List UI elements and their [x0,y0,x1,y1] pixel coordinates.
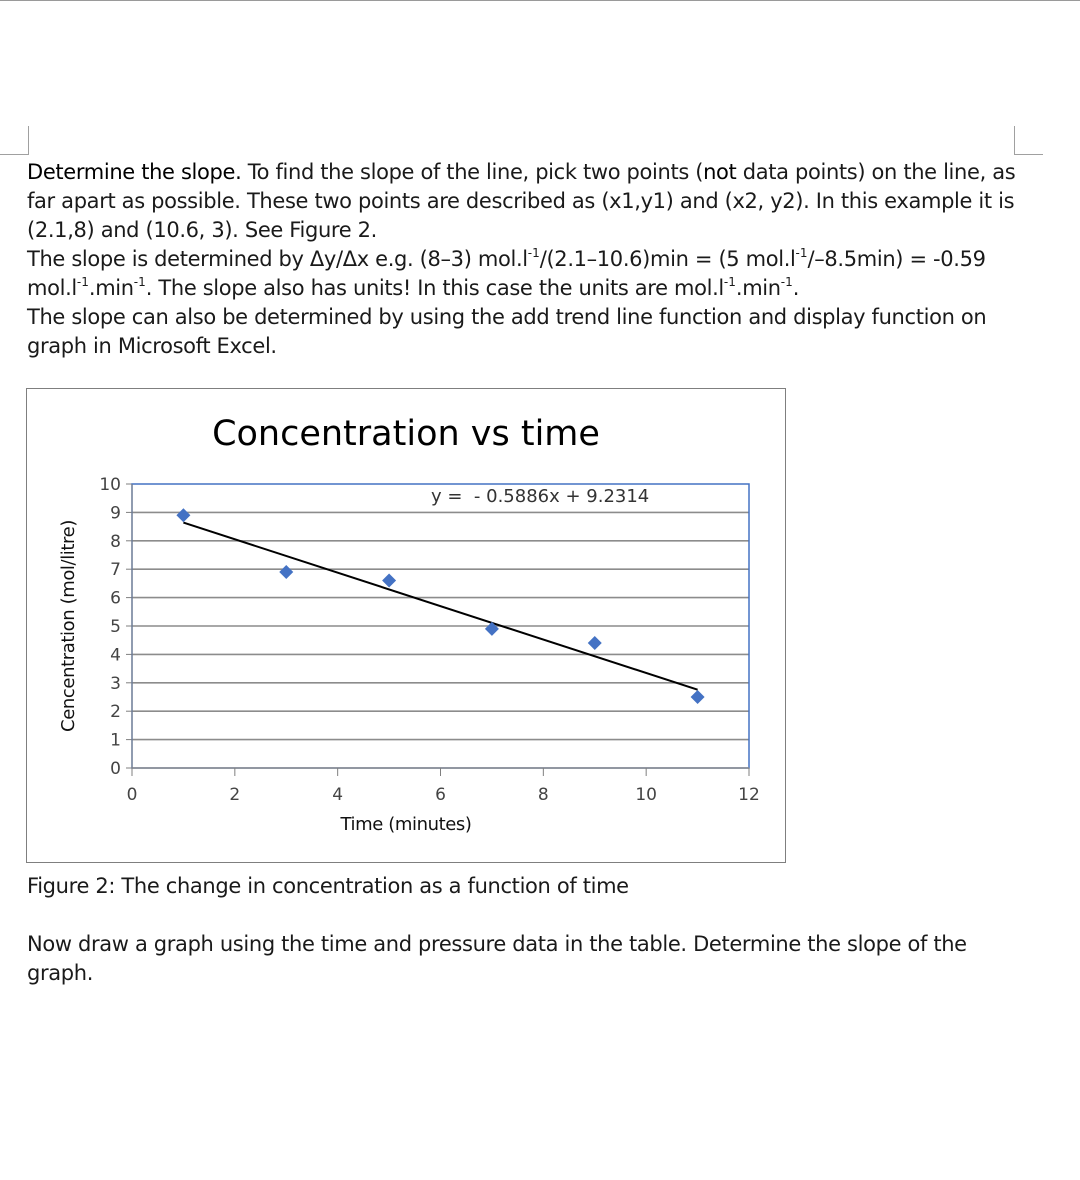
slope-text-6: .min [735,276,781,300]
figure-2-chart [26,388,786,863]
slope-text-3: /–8.5min) = -0.59 mol.l [27,247,986,300]
figure-caption [27,872,629,901]
slope-calculation [27,245,1027,303]
excel-note: The slope can also be determined by using the add trend line function and display function on graph in Microsoft Excel. [27,305,987,358]
y-tick-label: 0 [110,759,121,779]
slope-text-2: /(2.1–10.6)min = (5 mol.l [539,247,796,271]
slope-text-1: The slope is determined by Δy/Δx e.g. (8–3) mol.l [27,247,528,271]
caption-label: Figure 2: [27,874,116,898]
intro-paragraph [27,158,1027,361]
y-axis-label: Cencentration (mol/litre) [58,520,79,732]
intro-text-1: To find the slope of the line, pick two points ( [241,160,704,184]
y-tick-label: 1 [110,730,121,751]
data-point [279,565,293,579]
page-top-rule [0,0,1080,3]
data-point [176,508,190,522]
exponent: -1 [723,275,736,289]
x-tick-label: 6 [435,785,446,805]
x-tick-label: 12 [738,785,760,805]
data-point [588,636,602,650]
slope-text-4: .min [88,276,134,300]
y-tick-label: 10 [99,475,121,495]
margin-corner-left [0,126,29,155]
trendline-equation: y = - 0.5886x + 9.2314 [431,486,650,507]
trendline [183,523,697,690]
exponent: -1 [795,246,808,260]
intro-text-2: data points) on the line, as far apart as possible. These two points are described as (x1,y1) and (x2, y2). In this example it is (2.1,8) and (10.6, 3). See Figure 2. [27,160,1016,242]
exponent: -1 [133,275,146,289]
y-tick-label: 7 [110,560,121,581]
x-tick-label: 4 [332,785,344,805]
slope-text-7: . [792,276,800,300]
y-tick-label: 8 [110,531,121,552]
x-tick-label: 8 [537,785,549,805]
margin-corner-right [1014,126,1043,155]
closing-paragraph: Now draw a graph using the time and pressure data in the table. Determine the slope of the graph. [27,932,967,985]
lead-heading: Determine the slope. [27,160,242,184]
x-tick-label: 2 [229,785,241,805]
x-tick-label: 0 [126,785,138,805]
y-tick-label: 3 [110,673,121,694]
exponent: -1 [527,246,540,260]
x-tick-label: 10 [635,785,657,805]
y-tick-label: 2 [110,702,121,723]
data-point [691,690,705,704]
slope-instructions [27,158,1027,245]
exponent: -1 [76,275,89,289]
caption-text: The change in concentration as a function of time [115,874,629,898]
y-tick-label: 5 [110,617,121,637]
data-point [382,574,396,588]
chart-title: Concentration vs time [212,414,600,454]
y-tick-label: 9 [110,503,121,524]
y-tick-label: 6 [110,588,121,609]
x-axis-label: Time (minutes) [340,814,472,835]
y-tick-label: 4 [110,645,121,666]
not-emphasis: not [703,160,737,184]
chart-canvas [27,389,785,862]
slope-text-5: . The slope also has units! In this case the units are mol.l [145,276,724,300]
exponent: -1 [780,275,793,289]
